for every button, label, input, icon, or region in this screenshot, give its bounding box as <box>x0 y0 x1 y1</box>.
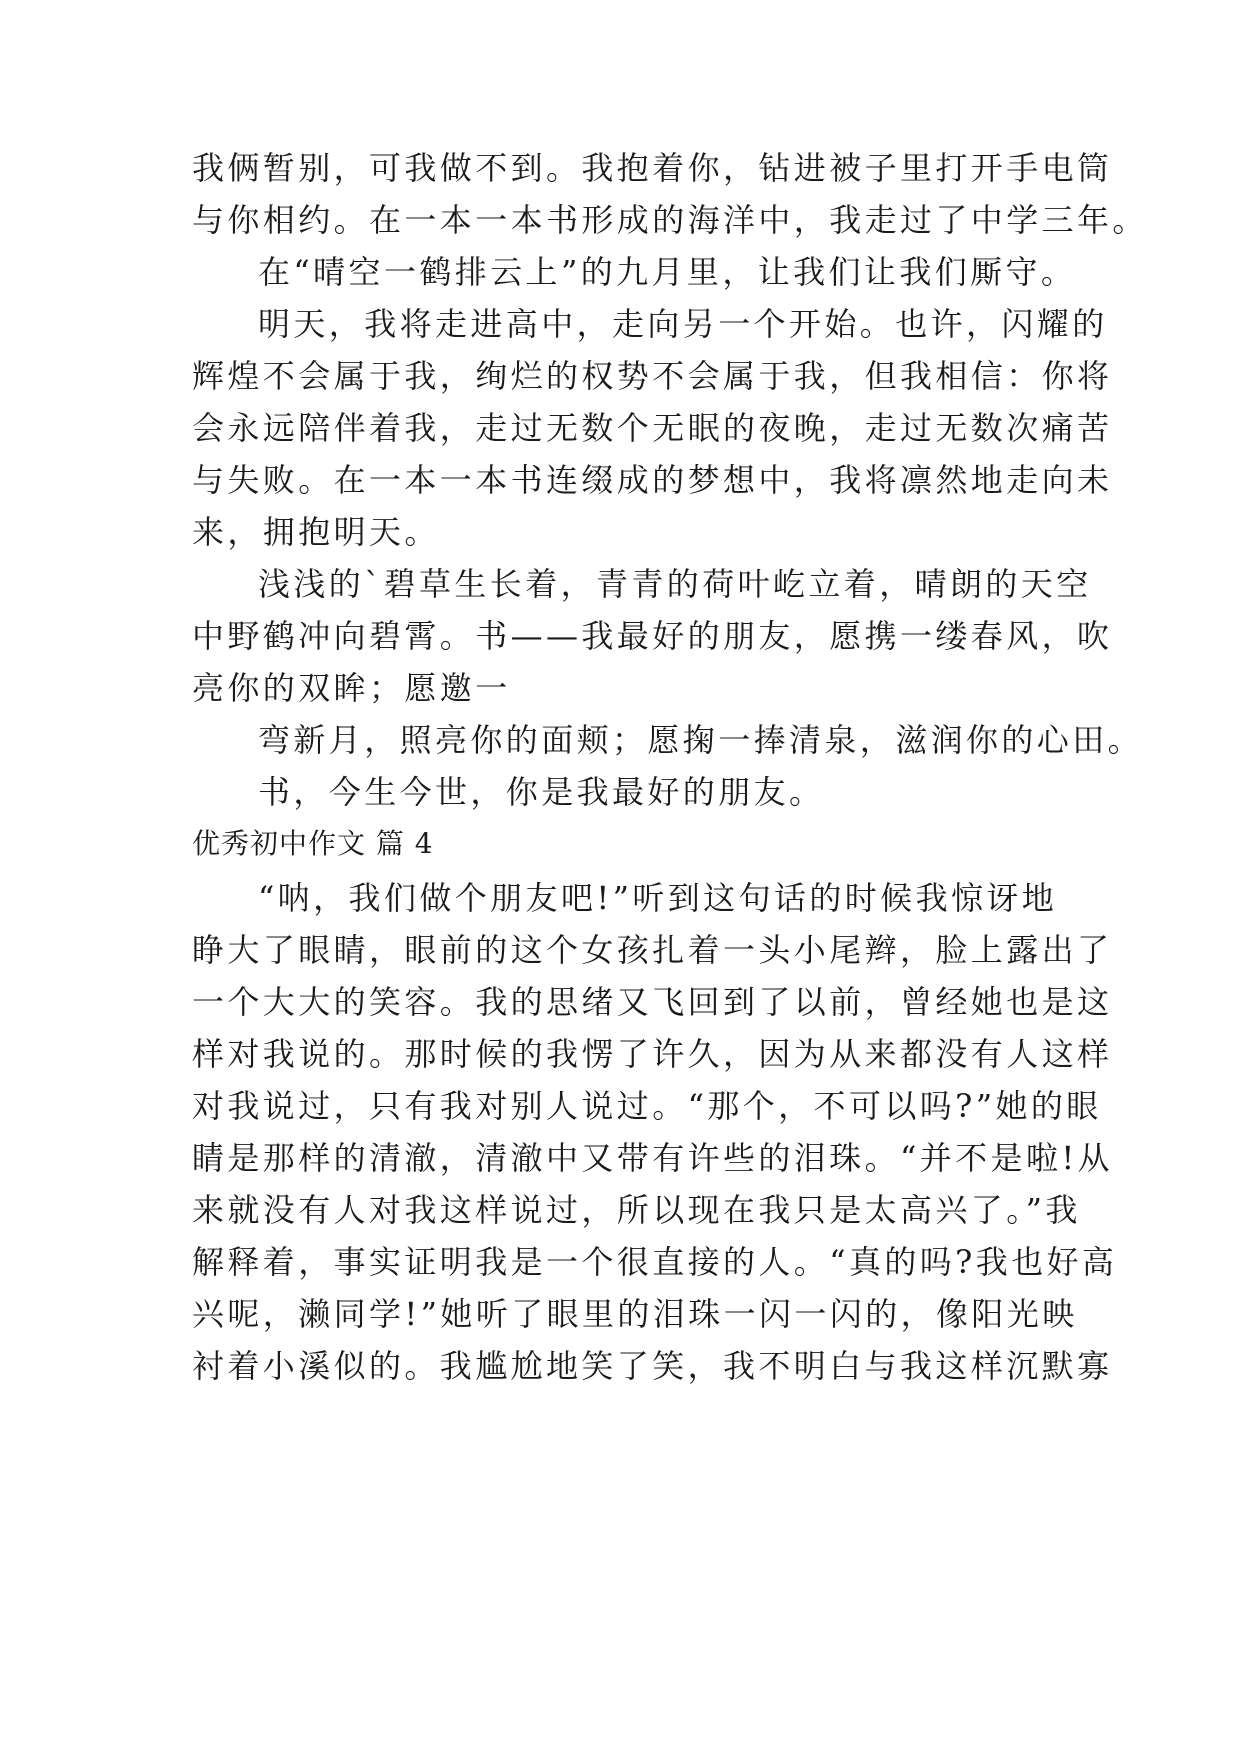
text-line: 在“晴空一鹤排云上”的九月里，让我们让我们厮守。 <box>258 253 1077 291</box>
text-line: 辉煌不会属于我，绚烂的权势不会属于我，但我相信：你将 <box>192 357 1113 395</box>
text-line: 兴呢，濑同学!”她听了眼里的泪珠一闪一闪的，像阳光映 <box>192 1295 1078 1333</box>
text-line: 浅浅的`碧草生长着，青青的荷叶屹立着，晴朗的天空 <box>258 565 1092 603</box>
text-line: 一个大大的笑容。我的思绪又飞回到了以前，曾经她也是这 <box>192 983 1113 1021</box>
text-line: 中野鹤冲向碧霄。书——我最好的朋友，愿携一缕春风，吹 <box>192 617 1113 655</box>
section-heading: 优秀初中作文 篇 4 <box>192 827 434 860</box>
text-line: 来，拥抱明天。 <box>192 513 440 551</box>
text-line: 样对我说的。那时候的我愣了许久，因为从来都没有人这样 <box>192 1035 1113 1073</box>
text-line: 书，今生今世，你是我最好的朋友。 <box>258 773 825 811</box>
text-line: 弯新月，照亮你的面颊；愿掬一捧清泉，滋润你的心田。 <box>258 721 1144 759</box>
text-line: 亮你的双眸；愿邀一 <box>192 669 511 707</box>
text-line: 睛是那样的清澈，清澈中又带有许些的泪珠。“并不是啦!从 <box>192 1139 1114 1177</box>
text-line: “呐，我们做个朋友吧!”听到这句话的时候我惊讶地 <box>258 879 1058 917</box>
text-line: 明天，我将走进高中，走向另一个开始。也许，闪耀的 <box>258 305 1108 343</box>
text-line: 会永远陪伴着我，走过无数个无眠的夜晚，走过无数次痛苦 <box>192 409 1113 447</box>
text-line: 对我说过，只有我对别人说过。“那个，不可以吗?”她的眼 <box>192 1087 1102 1125</box>
text-line: 与失败。在一本一本书连缀成的梦想中，我将凛然地走向未 <box>192 461 1113 499</box>
text-line: 衬着小溪似的。我尴尬地笑了笑，我不明白与我这样沉默寡 <box>192 1347 1113 1385</box>
text-line: 与你相约。在一本一本书形成的海洋中，我走过了中学三年。 <box>192 201 1148 239</box>
text-line: 睁大了眼睛，眼前的这个女孩扎着一头小尾辫，脸上露出了 <box>192 931 1113 969</box>
text-line: 解释着，事实证明我是一个很直接的人。“真的吗?我也好高 <box>192 1243 1118 1281</box>
text-line: 来就没有人对我这样说过，所以现在我只是太高兴了。”我 <box>192 1191 1081 1229</box>
text-line: 我俩暂别，可我做不到。我抱着你，钻进被子里打开手电筒 <box>192 149 1113 187</box>
